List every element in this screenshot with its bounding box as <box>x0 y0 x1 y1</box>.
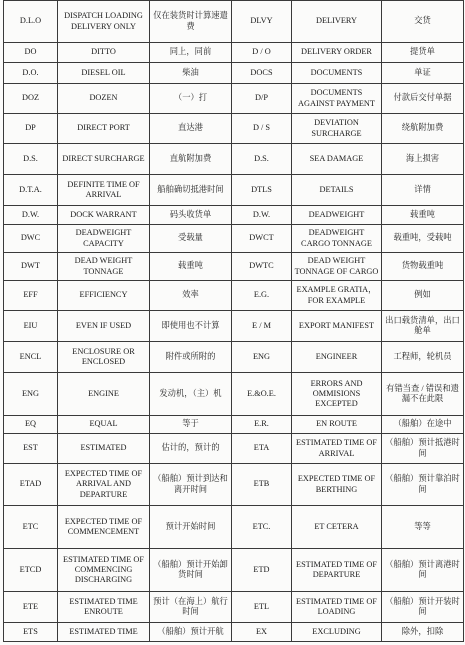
english-term-cell: ESTIMATED <box>58 434 150 464</box>
abbreviation-cell: ETE <box>4 592 58 623</box>
english-term-cell: DEAD WEIGHT TONNAGE OF CARGO <box>292 253 382 281</box>
abbreviation-cell: ETC <box>4 506 58 549</box>
table-row <box>4 144 464 175</box>
abbreviation-cell: ETA <box>232 434 292 464</box>
abbreviation-cell: ETAD <box>4 464 58 506</box>
table-row <box>4 434 464 464</box>
chinese-term-cell: （船舶）预计离港时间 <box>382 549 464 592</box>
english-term-cell: ESTIMATED TIME OF LOADING <box>292 592 382 623</box>
abbreviation-cell: E / M <box>232 311 292 342</box>
chinese-term-cell: 载重吨 <box>150 253 232 281</box>
english-term-cell: EXPECTED TIME OF BERTHING <box>292 464 382 506</box>
table-row <box>4 206 464 225</box>
chinese-term-cell: （船舶）在途中 <box>382 416 464 434</box>
chinese-term-cell: （船舶）预计抵港时间 <box>382 434 464 464</box>
abbreviation-cell: DTLS <box>232 175 292 206</box>
abbreviation-cell: EQ <box>4 416 58 434</box>
abbreviation-cell: DP <box>4 114 58 144</box>
abbreviation-cell: D.T.A. <box>4 175 58 206</box>
chinese-term-cell: 预计开始时间 <box>150 506 232 549</box>
chinese-term-cell: 船舶确切抵港时间 <box>150 175 232 206</box>
chinese-term-cell: 即使用也不计算 <box>150 311 232 342</box>
chinese-term-cell: （船舶）预计靠泊时间 <box>382 464 464 506</box>
abbreviation-cell: DWC <box>4 225 58 253</box>
english-term-cell: ENGINEER <box>292 342 382 373</box>
table-row <box>4 225 464 253</box>
english-term-cell: ESTIMATED TIME OF ARRIVAL <box>292 434 382 464</box>
abbreviation-cell: E.R. <box>232 416 292 434</box>
chinese-term-cell: （船舶）预计开始卸货时间 <box>150 549 232 592</box>
english-term-cell: ET CETERA <box>292 506 382 549</box>
abbreviation-cell: EFF <box>4 281 58 311</box>
chinese-term-cell: 载重吨 <box>382 206 464 225</box>
english-term-cell: DIESEL OIL <box>58 63 150 84</box>
chinese-term-cell: 有错当查 / 错误和遗漏不在此限 <box>382 373 464 416</box>
english-term-cell: DOCUMENTS AGAINST PAYMENT <box>292 84 382 114</box>
english-term-cell: DITTO <box>58 43 150 63</box>
chinese-term-cell: 单证 <box>382 63 464 84</box>
chinese-term-cell: 效率 <box>150 281 232 311</box>
chinese-term-cell: 预计（在海上）航行时间 <box>150 592 232 623</box>
abbreviation-cell: ETD <box>232 549 292 592</box>
chinese-term-cell: 直航附加费 <box>150 144 232 175</box>
table-row <box>4 373 464 416</box>
abbreviation-cell: D.W. <box>4 206 58 225</box>
abbreviation-cell: D.W. <box>232 206 292 225</box>
english-term-cell: EXPORT MANIFEST <box>292 311 382 342</box>
abbreviation-cell: EIU <box>4 311 58 342</box>
chinese-term-cell: 同上，同前 <box>150 43 232 63</box>
english-term-cell: DIRECT SURCHARGE <box>58 144 150 175</box>
english-term-cell: EXPECTED TIME OF ARRIVAL AND DEPARTURE <box>58 464 150 506</box>
chinese-term-cell: 仅在装货时计算速遣费 <box>150 1 232 43</box>
english-term-cell: ESTIMATED TIME <box>58 623 150 642</box>
chinese-term-cell: 例如 <box>382 281 464 311</box>
english-term-cell: DIRECT PORT <box>58 114 150 144</box>
table-row <box>4 84 464 114</box>
abbreviation-cell: E.&O.E. <box>232 373 292 416</box>
table-row <box>4 63 464 84</box>
chinese-term-cell: 提货单 <box>382 43 464 63</box>
english-term-cell: ENGINE <box>58 373 150 416</box>
chinese-term-cell: 交货 <box>382 1 464 43</box>
english-term-cell: EXPECTED TIME OF COMMENCEMENT <box>58 506 150 549</box>
english-term-cell: ESTIMATED TIME OF COMMENCING DISCHARGING <box>58 549 150 592</box>
english-term-cell: DOCK WARRANT <box>58 206 150 225</box>
abbreviation-cell: ETS <box>4 623 58 642</box>
abbreviation-cell: ETC. <box>232 506 292 549</box>
table-row <box>4 506 464 549</box>
chinese-term-cell: 附件或所附的 <box>150 342 232 373</box>
english-term-cell: SEA DAMAGE <box>292 144 382 175</box>
abbreviation-cell: EST <box>4 434 58 464</box>
table-row <box>4 592 464 623</box>
table-row <box>4 253 464 281</box>
abbreviation-cell: D.S. <box>232 144 292 175</box>
abbreviation-cell: D.O. <box>4 63 58 84</box>
table-row <box>4 549 464 592</box>
table-row <box>4 342 464 373</box>
english-term-cell: EXAMPLE GRATIA，FOR EXAMPLE <box>292 281 382 311</box>
abbreviation-cell: D.S. <box>4 144 58 175</box>
abbreviation-cell: ETL <box>232 592 292 623</box>
chinese-term-cell: 等于 <box>150 416 232 434</box>
abbreviation-table <box>3 0 464 642</box>
chinese-term-cell: （船舶）预计开装时间 <box>382 592 464 623</box>
abbreviation-cell: ETB <box>232 464 292 506</box>
chinese-term-cell: 工程师，轮机员 <box>382 342 464 373</box>
english-term-cell: DEADWEIGHT CARGO TONNAGE <box>292 225 382 253</box>
table-row <box>4 464 464 506</box>
abbreviation-cell: ENCL <box>4 342 58 373</box>
english-term-cell: DEADWEIGHT CAPACITY <box>58 225 150 253</box>
abbreviation-cell: DOZ <box>4 84 58 114</box>
chinese-term-cell: 详情 <box>382 175 464 206</box>
english-term-cell: DEFINITE TIME OF ARRIVAL <box>58 175 150 206</box>
table-row <box>4 311 464 342</box>
english-term-cell: DELIVERY <box>292 1 382 43</box>
chinese-term-cell: 等等 <box>382 506 464 549</box>
chinese-term-cell: 付款后交付单据 <box>382 84 464 114</box>
table-row <box>4 114 464 144</box>
english-term-cell: ESTIMATED TIME ENROUTE <box>58 592 150 623</box>
english-term-cell: DELIVERY ORDER <box>292 43 382 63</box>
chinese-term-cell: 载重吨，受载吨 <box>382 225 464 253</box>
table-row <box>4 416 464 434</box>
chinese-term-cell: 海上损害 <box>382 144 464 175</box>
abbreviation-cell: ETCD <box>4 549 58 592</box>
english-term-cell: DEADWEIGHT <box>292 206 382 225</box>
english-term-cell: EQUAL <box>58 416 150 434</box>
abbreviation-cell: D / O <box>232 43 292 63</box>
abbreviation-cell: DLVY <box>232 1 292 43</box>
abbreviation-cell: D.L.O <box>4 1 58 43</box>
chinese-term-cell: 直达港 <box>150 114 232 144</box>
english-term-cell: ENCLOSURE OR ENCLOSED <box>58 342 150 373</box>
abbreviation-cell: DWCT <box>232 225 292 253</box>
english-term-cell: DEAD WEIGHT TONNAGE <box>58 253 150 281</box>
chinese-term-cell: 发动机，（主）机 <box>150 373 232 416</box>
abbreviation-cell: E.G. <box>232 281 292 311</box>
chinese-term-cell: 估计的，预计的 <box>150 434 232 464</box>
chinese-term-cell: （船舶）预计到达和离开时间 <box>150 464 232 506</box>
chinese-term-cell: 出口载货清单，出口舱单 <box>382 311 464 342</box>
abbreviation-cell: DWTC <box>232 253 292 281</box>
english-term-cell: EN ROUTE <box>292 416 382 434</box>
abbreviation-cell: DO <box>4 43 58 63</box>
chinese-term-cell: 除外，扣除 <box>382 623 464 642</box>
english-term-cell: DEVIATION SURCHARGE <box>292 114 382 144</box>
english-term-cell: DOCUMENTS <box>292 63 382 84</box>
english-term-cell: EFFICIENCY <box>58 281 150 311</box>
chinese-term-cell: 绕航附加费 <box>382 114 464 144</box>
chinese-term-cell: 码头收货单 <box>150 206 232 225</box>
chinese-term-cell: 受载量 <box>150 225 232 253</box>
table-row <box>4 43 464 63</box>
abbreviation-cell: DOCS <box>232 63 292 84</box>
abbreviation-cell: ENG <box>232 342 292 373</box>
chinese-term-cell: （船舶）预计开航 <box>150 623 232 642</box>
abbreviation-cell: D/P <box>232 84 292 114</box>
chinese-term-cell: 柴油 <box>150 63 232 84</box>
chinese-term-cell: 货物载重吨 <box>382 253 464 281</box>
table-row <box>4 623 464 642</box>
table-row <box>4 175 464 206</box>
chinese-term-cell: （一）打 <box>150 84 232 114</box>
english-term-cell: EXCLUDING <box>292 623 382 642</box>
abbreviation-cell: D / S <box>232 114 292 144</box>
english-term-cell: ERRORS AND OMMISIONS EXCEPTED <box>292 373 382 416</box>
english-term-cell: EVEN IF USED <box>58 311 150 342</box>
english-term-cell: DETAILS <box>292 175 382 206</box>
abbreviation-cell: ENG <box>4 373 58 416</box>
table-row <box>4 1 464 43</box>
english-term-cell: DOZEN <box>58 84 150 114</box>
english-term-cell: DISPATCH LOADING DELIVERY ONLY <box>58 1 150 43</box>
english-term-cell: ESTIMATED TIME OF DEPARTURE <box>292 549 382 592</box>
table-row <box>4 281 464 311</box>
abbreviation-cell: EX <box>232 623 292 642</box>
abbreviation-cell: DWT <box>4 253 58 281</box>
